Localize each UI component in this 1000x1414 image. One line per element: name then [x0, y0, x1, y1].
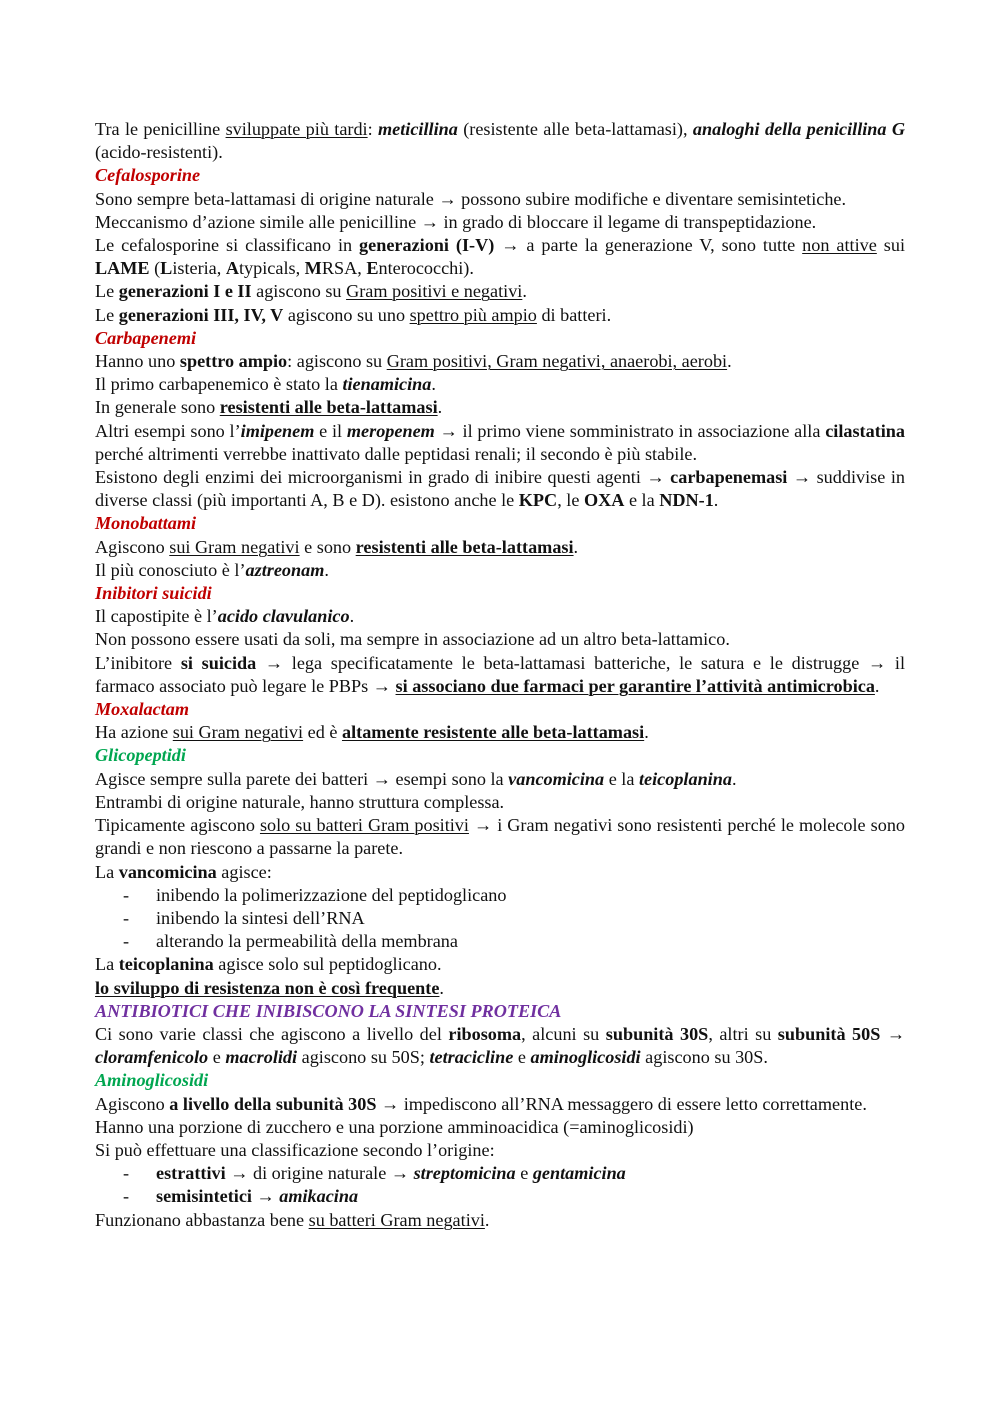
- list-item: [95, 930, 905, 953]
- bold-text: ribosoma: [448, 1023, 522, 1044]
- text: .: [874, 675, 880, 696]
- text: perché altrimenti verrebbe inattivato dalle peptidasi renali; il secondo è più stabile.: [95, 443, 697, 464]
- heading-carbapenemi: Carbapenemi: [95, 327, 197, 348]
- paragraph: [95, 1209, 905, 1232]
- bold-underlined-text: lo sviluppo di resistenza non è così frequente: [95, 977, 440, 998]
- heading-aminoglicosidi: Aminoglicosidi: [95, 1070, 209, 1091]
- text: agiscono su: [251, 281, 347, 302]
- text: :: [367, 119, 379, 139]
- text: Tra le penicilline: [95, 119, 226, 139]
- paragraph: [95, 953, 905, 976]
- text: ed è: [303, 722, 342, 743]
- dash-bullet-icon: -: [123, 931, 130, 952]
- drug-name: amikacina: [279, 1186, 359, 1207]
- drug-name: macrolidi: [225, 1047, 298, 1068]
- paragraph: [95, 280, 905, 303]
- underlined-text: sviluppate più tardi: [225, 119, 368, 139]
- arrow-icon: →: [646, 467, 665, 488]
- underlined-text: su batteri Gram negativi: [308, 1209, 485, 1230]
- text: di origine naturale: [248, 1163, 391, 1184]
- text: i Gram negativi sono resistenti perché le molecole sono grandi e non riescono a passarne la parete.: [95, 815, 906, 859]
- bold-text: KPC: [518, 490, 558, 511]
- arrow-icon: →: [439, 420, 458, 441]
- list-item: [95, 907, 905, 930]
- text: Le: [95, 304, 119, 325]
- paragraph: [95, 466, 905, 512]
- text: RSA,: [321, 258, 367, 279]
- drug-name: vancomicina: [508, 768, 605, 789]
- arrow-icon: →: [501, 235, 520, 256]
- bold-text: cilastatina: [825, 420, 906, 441]
- paragraph: [95, 234, 905, 280]
- text: L’inibitore: [95, 652, 181, 673]
- heading-monobattami: Monobattami: [95, 513, 197, 534]
- text: di batteri.: [536, 304, 612, 325]
- arrow-icon: →: [230, 1163, 249, 1184]
- bold-text: si suicida: [180, 652, 257, 673]
- text: Le cefalosporine si classificano in: [95, 235, 360, 256]
- paragraph-penicilline: [95, 118, 905, 164]
- text: suddivise in diverse classi (più importanti A, B e D). esistono anche le: [95, 467, 905, 511]
- heading-cefalosporine: Cefalosporine: [95, 165, 201, 186]
- drug-name: meropenem: [346, 420, 435, 441]
- text: Il più conosciuto è l’: [95, 559, 246, 580]
- text: in grado di bloccare il legame di transpeptidazione.: [438, 211, 817, 232]
- bold-text: generazioni III, IV, V: [118, 304, 284, 325]
- heading-glicopeptidi: Glicopeptidi: [95, 745, 186, 766]
- bold-text: vancomicina: [118, 861, 217, 882]
- text: e la: [624, 490, 660, 511]
- paragraph: [95, 211, 905, 234]
- paragraph: [95, 373, 905, 396]
- arrow-icon: →: [438, 188, 457, 209]
- text: : agiscono su: [287, 351, 387, 372]
- bold-text: OXA: [583, 490, 625, 511]
- text: Agisce sempre sulla parete dei batteri: [95, 768, 373, 789]
- heading-moxalactam: Moxalactam: [95, 699, 189, 720]
- text: agiscono su uno: [283, 304, 410, 325]
- dash-bullet-icon: -: [123, 1186, 130, 1207]
- arrow-icon: →: [792, 467, 812, 488]
- bold-text: E: [366, 258, 379, 279]
- drug-name: aztreonam: [245, 559, 325, 580]
- underlined-text: non attive: [802, 235, 877, 256]
- text: Meccanismo d’azione simile alle penicilline: [95, 211, 421, 232]
- bold-text: NDN-1: [659, 490, 714, 511]
- arrow-icon: →: [473, 815, 493, 836]
- bold-underlined-text: resistenti alle beta-lattamasi: [219, 397, 438, 418]
- text: e: [513, 1047, 531, 1068]
- paragraph: Hanno una porzione di zucchero e una porzione amminoacidica (=aminoglicosidi): [95, 1116, 694, 1137]
- paragraph: [95, 1023, 905, 1069]
- text: agiscono su 50S;: [297, 1047, 430, 1068]
- bold-text: L: [160, 258, 173, 279]
- text: .: [522, 281, 527, 302]
- bold-underlined-text: si associano due farmaci per garantire l’attività antimicrobica: [395, 675, 875, 696]
- dash-bullet-icon: -: [123, 884, 130, 905]
- paragraph: [95, 536, 905, 559]
- arrow-icon: →: [256, 1186, 275, 1207]
- drug-name: tetracicline: [429, 1047, 514, 1068]
- arrow-icon: →: [868, 652, 887, 673]
- paragraph: Entrambi di origine naturale, hanno struttura complessa.: [95, 791, 505, 812]
- paragraph: [95, 977, 905, 1000]
- text: a parte la generazione V, sono tutte: [519, 235, 803, 256]
- text: il primo viene somministrato in associazione alla: [457, 420, 826, 441]
- text: isteria,: [172, 258, 226, 279]
- paragraph: [95, 605, 905, 628]
- text: .: [324, 559, 329, 580]
- bold-text: semisintetici: [156, 1186, 252, 1207]
- drug-name: acido clavulanico: [217, 606, 350, 627]
- paragraph: [95, 721, 905, 744]
- text: e il: [314, 420, 347, 441]
- text: .: [713, 490, 719, 511]
- paragraph: [95, 768, 905, 791]
- bold-text: teicoplanina: [118, 954, 214, 975]
- bold-text: A: [225, 258, 239, 279]
- list-item-text: inibendo la polimerizzazione del peptidoglicano: [156, 884, 507, 905]
- text: Ci sono varie classi che agiscono a livello del: [95, 1023, 449, 1044]
- text: In generale sono: [95, 397, 220, 418]
- text: , le: [557, 490, 584, 511]
- text: impediscono all’RNA messaggero di essere letto correttamente.: [399, 1093, 867, 1114]
- list-item-text: alterando la permeabilità della membrana: [156, 931, 458, 952]
- text: Ha azione: [95, 722, 173, 743]
- text: Hanno uno: [95, 351, 180, 372]
- underlined-text: Gram positivi e negativi: [346, 281, 523, 302]
- text: nterococchi).: [378, 258, 474, 279]
- paragraph: [95, 861, 905, 884]
- paragraph: [95, 559, 905, 582]
- heading-antibiotici-sintesi-proteica: ANTIBIOTICI CHE INIBISCONO LA SINTESI PROTEICA: [95, 1000, 562, 1021]
- arrow-icon: →: [381, 1093, 400, 1114]
- text: .: [731, 768, 737, 789]
- drug-name: imipenem: [240, 420, 315, 441]
- bold-text: subunità 30S: [605, 1023, 709, 1044]
- underlined-text: sui Gram negativi: [169, 536, 300, 557]
- text: esempi sono la: [390, 768, 509, 789]
- arrow-icon: →: [372, 768, 391, 789]
- text: Il primo carbapenemico è stato la: [95, 374, 343, 395]
- underlined-text: solo su batteri Gram positivi: [259, 815, 469, 836]
- text: sui: [876, 235, 905, 256]
- text: typicals,: [239, 258, 305, 279]
- bold-text: a livello della subunità 30S: [169, 1093, 377, 1114]
- bold-text: carbapenemasi: [670, 467, 788, 488]
- drug-name: tienamicina: [342, 374, 432, 395]
- drug-name: aminoglicosidi: [530, 1047, 641, 1068]
- text: (resistente alle beta-lattamasi),: [457, 119, 693, 139]
- text: , altri su: [708, 1023, 778, 1044]
- bold-text: M: [304, 258, 322, 279]
- drug-name: cloramfenicolo: [95, 1047, 209, 1068]
- text: agisce solo sul peptidoglicano.: [213, 954, 442, 975]
- text: [256, 653, 265, 673]
- text: .: [484, 1209, 490, 1230]
- dash-bullet-icon: -: [123, 1163, 130, 1184]
- bold-text: LAME: [95, 258, 150, 279]
- arrow-icon: →: [390, 1163, 410, 1184]
- text: Funzionano abbastanza bene: [95, 1209, 309, 1230]
- arrow-icon: →: [420, 211, 439, 232]
- text: e la: [604, 768, 639, 789]
- arrow-icon: →: [372, 675, 391, 696]
- text: , alcuni su: [521, 1023, 606, 1044]
- heading-inibitori-suicidi: Inibitori suicidi: [95, 583, 212, 604]
- bold-text: spettro ampio: [179, 351, 288, 372]
- text: (acido-resistenti).: [95, 142, 223, 163]
- arrow-icon: →: [886, 1023, 906, 1044]
- arrow-icon: →: [264, 652, 284, 673]
- list-item-text: inibendo la sintesi dell’RNA: [156, 907, 365, 928]
- bold-text: estrattivi: [156, 1163, 226, 1184]
- text: Il capostipite è l’: [95, 606, 218, 627]
- bold-text: subunità 50S: [777, 1023, 881, 1044]
- document-page: [95, 118, 905, 1232]
- underlined-text: Gram positivi, Gram negativi, anaerobi, aerobi: [386, 351, 728, 372]
- drug-name: gentamicina: [532, 1163, 626, 1184]
- text: La: [95, 861, 119, 882]
- drug-name: streptomicina: [413, 1163, 516, 1184]
- paragraph: [95, 1093, 905, 1116]
- text: Sono sempre beta-lattamasi di origine naturale: [95, 188, 439, 209]
- bold-underlined-text: altamente resistente alle beta-lattamasi: [341, 722, 645, 743]
- text: possono subire modifiche e diventare semisintetiche.: [456, 188, 847, 209]
- paragraph: Si può effettuare una classificazione secondo l’origine:: [95, 1139, 495, 1160]
- paragraph: [95, 188, 905, 211]
- text: (: [149, 258, 161, 279]
- dash-bullet-icon: -: [123, 907, 130, 928]
- text: Agiscono: [95, 536, 170, 557]
- bold-text: generazioni (I-V): [359, 235, 495, 256]
- text: Le: [95, 281, 119, 302]
- paragraph: [95, 304, 905, 327]
- text: Tipicamente agiscono: [95, 815, 260, 836]
- text: .: [573, 536, 579, 557]
- text: .: [431, 374, 436, 395]
- text: Agiscono: [95, 1093, 170, 1114]
- text: lega specificatamente le beta-lattamasi batteriche, le satura e le distrugge: [283, 652, 869, 673]
- text: Altri esempi sono l’: [95, 420, 241, 441]
- list-item: [95, 884, 905, 907]
- text: .: [727, 351, 732, 372]
- text: .: [437, 397, 443, 418]
- text: e: [208, 1047, 226, 1068]
- paragraph: [95, 420, 905, 466]
- text: Esistono degli enzimi dei microorganismi in grado di inibire questi agenti: [95, 467, 647, 488]
- text: La: [95, 954, 119, 975]
- bold-text: generazioni I e II: [118, 281, 252, 302]
- drug-name: analoghi della penicillina G: [692, 119, 905, 139]
- text: .: [644, 722, 649, 743]
- bold-underlined-text: resistenti alle beta-lattamasi: [355, 536, 574, 557]
- text: agisce:: [216, 861, 272, 882]
- drug-name: meticillina: [378, 119, 458, 139]
- list-item: [95, 1162, 905, 1185]
- drug-name: teicoplanina: [638, 768, 732, 789]
- paragraph: [95, 652, 905, 698]
- text: il farmaco associato può legare le PBPs: [95, 652, 906, 696]
- text: e: [515, 1163, 533, 1184]
- underlined-text: sui Gram negativi: [172, 722, 304, 743]
- paragraph: [95, 814, 905, 860]
- paragraph: Non possono essere usati da soli, ma sempre in associazione ad un altro beta-lattamico.: [95, 629, 730, 650]
- underlined-text: spettro più ampio: [409, 304, 537, 325]
- text: e sono: [299, 536, 356, 557]
- paragraph: [95, 350, 905, 373]
- paragraph: [95, 396, 905, 419]
- text: .: [439, 977, 444, 998]
- list-item: [95, 1185, 905, 1208]
- text: agiscono su 30S.: [640, 1047, 768, 1068]
- text: .: [349, 606, 355, 627]
